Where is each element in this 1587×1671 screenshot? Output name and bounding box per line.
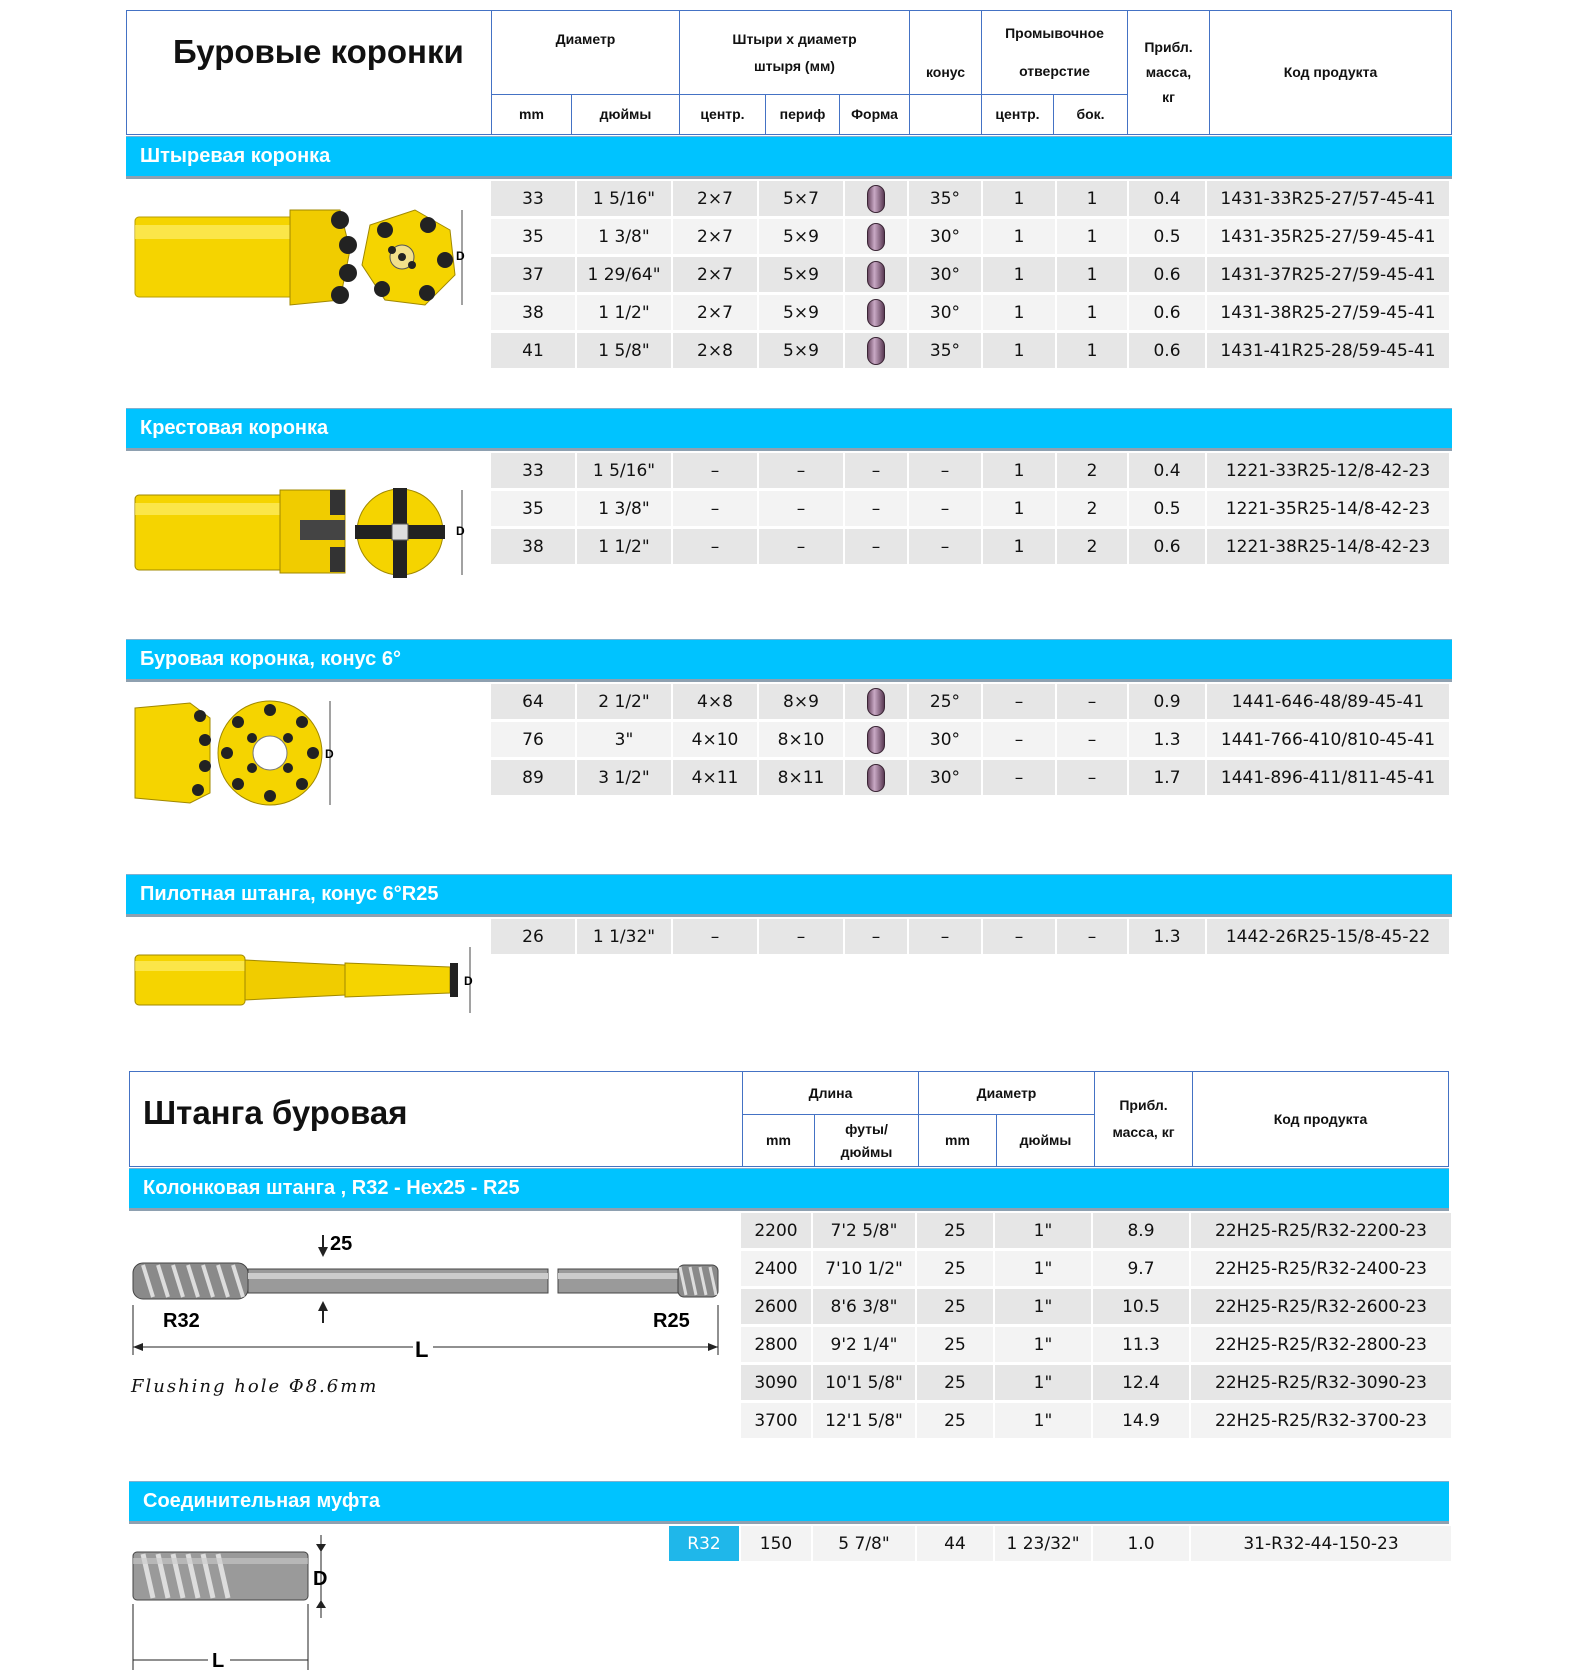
- rod-size-label: 25: [330, 1233, 353, 1255]
- header-rod-mm: mm: [742, 1115, 814, 1166]
- button-shape-icon: [867, 764, 885, 792]
- table-cell: 25°: [909, 684, 983, 719]
- flushing-hole-note: Flushing hole Φ8.6mm: [131, 1376, 379, 1397]
- table-cell: 3700: [741, 1403, 813, 1438]
- table-cell: 30°: [909, 257, 983, 292]
- header-rod-mass: Прибл. масса, кг: [1094, 1072, 1192, 1166]
- rod-image: [128, 1225, 728, 1385]
- table-cell: 25: [917, 1327, 995, 1362]
- table-cell: –: [845, 491, 909, 526]
- header-mm: mm: [491, 95, 571, 134]
- table-cell: 1.0: [1093, 1526, 1191, 1561]
- coupling-l-label: L: [212, 1650, 225, 1670]
- rod-length-label: L: [415, 1337, 429, 1362]
- table-cell: 30°: [909, 295, 983, 330]
- table-cell: 33: [491, 181, 577, 216]
- header-flush-center: центр.: [981, 95, 1053, 134]
- table-cell: 1 1/2": [577, 295, 673, 330]
- table-cell: –: [673, 453, 759, 488]
- table-cell: 76: [491, 722, 577, 757]
- table-row: [741, 1251, 1451, 1286]
- table-cell: 2×7: [673, 257, 759, 292]
- table-cell: 22H25-R25/R32-3090-23: [1215, 1372, 1427, 1393]
- table-cell: 1": [995, 1403, 1093, 1438]
- table-cell: 2×7: [673, 181, 759, 216]
- dim-d-label: D: [464, 974, 473, 988]
- table-cell: 30°: [909, 760, 983, 795]
- header-rod-dmm: mm: [918, 1115, 996, 1166]
- table-cell: 2800: [741, 1327, 813, 1362]
- dim-d-label: D: [456, 249, 465, 263]
- table-cell: –: [845, 529, 909, 564]
- header-rod-ft: футы/дюймы: [814, 1115, 918, 1166]
- table-cell: –: [909, 529, 983, 564]
- table-cell: 5×9: [759, 295, 845, 330]
- header-code: Код продукта: [1209, 11, 1451, 134]
- table-cell: 0.6: [1129, 529, 1207, 564]
- table-cell: 4×11: [673, 760, 759, 795]
- rod-r25-label: R25: [653, 1310, 690, 1332]
- table-cell: 1: [983, 181, 1057, 216]
- page-title: Буровые коронки: [173, 33, 464, 70]
- section-band-pilot-rod: Пилотная штанга, конус 6°R25: [126, 874, 1452, 917]
- thread-badge: R32: [669, 1526, 741, 1561]
- section-band-button-bit: Штыревая коронка: [126, 136, 1452, 179]
- table-row: [741, 1213, 1451, 1248]
- table-row: [491, 529, 1449, 564]
- button-shape-icon: [867, 337, 885, 365]
- table-cell: 0.6: [1129, 295, 1207, 330]
- table-cell: 1221-35R25-14/8-42-23: [1225, 498, 1431, 519]
- table-cell: 1": [995, 1289, 1093, 1324]
- table-cell: 64: [491, 684, 577, 719]
- table-row: [491, 453, 1449, 488]
- table-cell: 1441-766-410/810-45-41: [1220, 729, 1436, 750]
- table-cell: 9.7: [1093, 1251, 1191, 1286]
- table-cell: –: [983, 684, 1057, 719]
- table-cell: 41: [491, 333, 577, 368]
- table-cell: 8×9: [759, 684, 845, 719]
- table-cell: –: [983, 722, 1057, 757]
- table-row: [491, 684, 1449, 719]
- table-row: [741, 1403, 1451, 1438]
- table-cell: 25: [917, 1251, 995, 1286]
- header-flush-side: бок.: [1053, 95, 1127, 134]
- table-cell: 8×11: [759, 760, 845, 795]
- table-cell: 1: [1057, 257, 1129, 292]
- pilot-rod-image: [130, 945, 480, 1015]
- table-cell: 22H25-R25/R32-2600-23: [1215, 1296, 1427, 1317]
- table-cell: 11.3: [1093, 1327, 1191, 1362]
- table-cell: 1442-26R25-15/8-45-22: [1225, 926, 1431, 947]
- table-cell: 5×9: [759, 219, 845, 254]
- table-cell: [845, 295, 909, 330]
- table-cell: 38: [491, 529, 577, 564]
- table-cell: –: [1057, 684, 1129, 719]
- table-cell: 44: [917, 1526, 995, 1561]
- table-cell: 38: [491, 295, 577, 330]
- cross-bit-image: [130, 485, 470, 580]
- table-cell: [845, 257, 909, 292]
- table-cell: –: [759, 453, 845, 488]
- table-cell: 8'6 3/8": [813, 1289, 917, 1324]
- table-row: [491, 181, 1449, 216]
- table-cell: 1 1/32": [577, 919, 673, 954]
- table-cell: 1 5/8": [577, 333, 673, 368]
- table-cell: 1431-33R25-27/57-45-41: [1220, 188, 1436, 209]
- table-row: [491, 257, 1449, 292]
- section-band-taper-bit: Буровая коронка, конус 6°: [126, 639, 1452, 682]
- table-cell: –: [909, 453, 983, 488]
- table-cell: –: [1057, 760, 1129, 795]
- table-row: [491, 219, 1449, 254]
- section-band-rod: Колонковая штанга , R32 - Hex25 - R25: [129, 1168, 1449, 1211]
- table-cell: 1: [1057, 181, 1129, 216]
- table-cell: 35: [491, 219, 577, 254]
- table-cell: 25: [917, 1289, 995, 1324]
- table-cell: –: [1057, 722, 1129, 757]
- table-cell: 26: [491, 919, 577, 954]
- table-cell: 3 1/2": [577, 760, 673, 795]
- table-cell: 8×10: [759, 722, 845, 757]
- table-cell: 10'1 5/8": [813, 1365, 917, 1400]
- table-cell: 30°: [909, 219, 983, 254]
- table-cell: 1: [983, 529, 1057, 564]
- header-form: Форма: [839, 95, 909, 134]
- table-cell: [845, 181, 909, 216]
- table-cell: –: [673, 919, 759, 954]
- table-row: [491, 722, 1449, 757]
- button-shape-icon: [867, 223, 885, 251]
- table-cell: 5×9: [759, 333, 845, 368]
- button-shape-icon: [867, 185, 885, 213]
- table-cell: –: [909, 491, 983, 526]
- table-cell: –: [759, 919, 845, 954]
- header-mass: Прибл. масса, кг: [1127, 11, 1209, 134]
- table-cell: 1 5/16": [577, 181, 673, 216]
- rod-title: Штанга буровая: [143, 1094, 408, 1131]
- table-cell: 8.9: [1093, 1213, 1191, 1248]
- button-shape-icon: [867, 688, 885, 716]
- rod-header: [129, 1071, 1449, 1167]
- rod-r32-label: R32: [163, 1310, 200, 1332]
- table-cell: 0.6: [1129, 333, 1207, 368]
- table-cell: 1431-37R25-27/59-45-41: [1220, 264, 1436, 285]
- table-cell: 22H25-R25/R32-3700-23: [1215, 1410, 1427, 1431]
- table-cell: 2×7: [673, 219, 759, 254]
- bits-header: [126, 10, 1452, 135]
- button-shape-icon: [867, 261, 885, 289]
- header-inch: дюймы: [571, 95, 679, 134]
- table-cell: 2×7: [673, 295, 759, 330]
- table-row: [491, 295, 1449, 330]
- table-cell: 5×7: [759, 181, 845, 216]
- table-cell: –: [845, 919, 909, 954]
- table-cell: 22H25-R25/R32-2800-23: [1215, 1334, 1427, 1355]
- button-shape-icon: [867, 726, 885, 754]
- table-cell: 0.4: [1129, 181, 1207, 216]
- table-cell: 1: [1057, 219, 1129, 254]
- button-bit-image: [130, 205, 470, 310]
- table-cell: –: [909, 919, 983, 954]
- table-cell: 31-R32-44-150-23: [1243, 1533, 1399, 1554]
- table-cell: 1: [1057, 295, 1129, 330]
- table-cell: 1 29/64": [577, 257, 673, 292]
- table-row: [491, 760, 1449, 795]
- table-cell: 1221-33R25-12/8-42-23: [1225, 460, 1431, 481]
- coupling-image: [128, 1530, 348, 1670]
- table-cell: 89: [491, 760, 577, 795]
- table-cell: 3090: [741, 1365, 813, 1400]
- header-center: центр.: [679, 95, 765, 134]
- table-row: [741, 1327, 1451, 1362]
- table-cell: 2 1/2": [577, 684, 673, 719]
- table-cell: 1": [995, 1251, 1093, 1286]
- header-flush: Промывочное отверстие: [981, 11, 1127, 94]
- table-cell: –: [759, 529, 845, 564]
- table-cell: 1 3/8": [577, 219, 673, 254]
- table-cell: 1.3: [1129, 919, 1207, 954]
- table-row: [491, 333, 1449, 368]
- table-cell: 1: [983, 491, 1057, 526]
- table-cell: 0.5: [1129, 491, 1207, 526]
- header-perif: периф: [765, 95, 839, 134]
- table-cell: 35°: [909, 333, 983, 368]
- table-cell: 4×8: [673, 684, 759, 719]
- table-cell: 0.4: [1129, 453, 1207, 488]
- table-cell: 10.5: [1093, 1289, 1191, 1324]
- table-cell: 7'2 5/8": [813, 1213, 917, 1248]
- table-cell: 1 1/2": [577, 529, 673, 564]
- table-cell: [845, 722, 909, 757]
- section-band-coupling: Соединительная муфта: [129, 1481, 1449, 1524]
- table-cell: 22H25-R25/R32-2200-23: [1215, 1220, 1427, 1241]
- table-row: [741, 1365, 1451, 1400]
- table-cell: [845, 684, 909, 719]
- table-cell: 1 3/8": [577, 491, 673, 526]
- header-rod-din: дюймы: [996, 1115, 1094, 1166]
- table-cell: 2400: [741, 1251, 813, 1286]
- table-cell: 5 7/8": [813, 1526, 917, 1561]
- header-pins: Штыри х диаметр штыря (мм): [679, 11, 909, 94]
- table-cell: 1": [995, 1327, 1093, 1362]
- header-rod-code: Код продукта: [1192, 1072, 1448, 1166]
- table-cell: 1 5/16": [577, 453, 673, 488]
- dim-d-label: D: [325, 747, 334, 761]
- table-cell: –: [983, 760, 1057, 795]
- table-cell: 1221-38R25-14/8-42-23: [1225, 536, 1431, 557]
- table-cell: 1431-41R25-28/59-45-41: [1220, 340, 1436, 361]
- table-cell: 1.3: [1129, 722, 1207, 757]
- table-cell: 25: [917, 1403, 995, 1438]
- table-cell: [845, 219, 909, 254]
- table-cell: 1": [995, 1213, 1093, 1248]
- table-cell: –: [759, 491, 845, 526]
- table-cell: –: [1057, 919, 1129, 954]
- table-cell: 4×10: [673, 722, 759, 757]
- table-cell: 1431-38R25-27/59-45-41: [1220, 302, 1436, 323]
- table-cell: 1.7: [1129, 760, 1207, 795]
- table-cell: 3": [577, 722, 673, 757]
- table-cell: 9'2 1/4": [813, 1327, 917, 1362]
- table-cell: 22H25-R25/R32-2400-23: [1215, 1258, 1427, 1279]
- table-cell: 2600: [741, 1289, 813, 1324]
- table-cell: 35°: [909, 181, 983, 216]
- table-row: [741, 1289, 1451, 1324]
- section-band-cross-bit: Крестовая коронка: [126, 408, 1452, 451]
- table-cell: 1: [983, 219, 1057, 254]
- table-cell: 1441-896-411/811-45-41: [1220, 767, 1436, 788]
- table-cell: 12.4: [1093, 1365, 1191, 1400]
- table-cell: 2×8: [673, 333, 759, 368]
- table-cell: 33: [491, 453, 577, 488]
- table-cell: 1: [1057, 333, 1129, 368]
- header-cone: конус: [909, 11, 981, 134]
- table-row: [491, 491, 1449, 526]
- table-cell: 25: [917, 1213, 995, 1248]
- table-cell: –: [845, 453, 909, 488]
- header-length: Длина: [742, 1072, 918, 1114]
- table-cell: 1: [983, 453, 1057, 488]
- table-cell: 1: [983, 257, 1057, 292]
- table-cell: 2200: [741, 1213, 813, 1248]
- table-cell: 25: [917, 1365, 995, 1400]
- button-shape-icon: [867, 299, 885, 327]
- table-cell: 14.9: [1093, 1403, 1191, 1438]
- table-cell: 1: [983, 333, 1057, 368]
- table-row: [669, 1526, 1451, 1561]
- table-cell: 37: [491, 257, 577, 292]
- table-cell: 1441-646-48/89-45-41: [1231, 691, 1425, 712]
- table-cell: 0.6: [1129, 257, 1207, 292]
- header-diameter: Диаметр: [491, 11, 679, 94]
- table-cell: 0.5: [1129, 219, 1207, 254]
- table-cell: 5×9: [759, 257, 845, 292]
- table-cell: 35: [491, 491, 577, 526]
- table-cell: 2: [1057, 491, 1129, 526]
- dim-d-label: D: [456, 524, 465, 538]
- table-cell: 1": [995, 1365, 1093, 1400]
- table-row: [491, 919, 1449, 954]
- table-cell: 1 23/32": [995, 1526, 1093, 1561]
- table-cell: 2: [1057, 529, 1129, 564]
- table-cell: –: [983, 919, 1057, 954]
- table-cell: –: [673, 529, 759, 564]
- table-cell: 30°: [909, 722, 983, 757]
- header-rod-diameter: Диаметр: [918, 1072, 1094, 1114]
- table-cell: 2: [1057, 453, 1129, 488]
- table-cell: 0.9: [1129, 684, 1207, 719]
- table-cell: 1: [983, 295, 1057, 330]
- table-cell: –: [673, 491, 759, 526]
- table-cell: 7'10 1/2": [813, 1251, 917, 1286]
- table-cell: 1431-35R25-27/59-45-41: [1220, 226, 1436, 247]
- coupling-d-label: D: [313, 1568, 328, 1590]
- table-cell: 12'1 5/8": [813, 1403, 917, 1438]
- table-cell: [845, 333, 909, 368]
- taper-bit-image: [130, 698, 350, 808]
- table-cell: [845, 760, 909, 795]
- table-cell: 150: [741, 1526, 813, 1561]
